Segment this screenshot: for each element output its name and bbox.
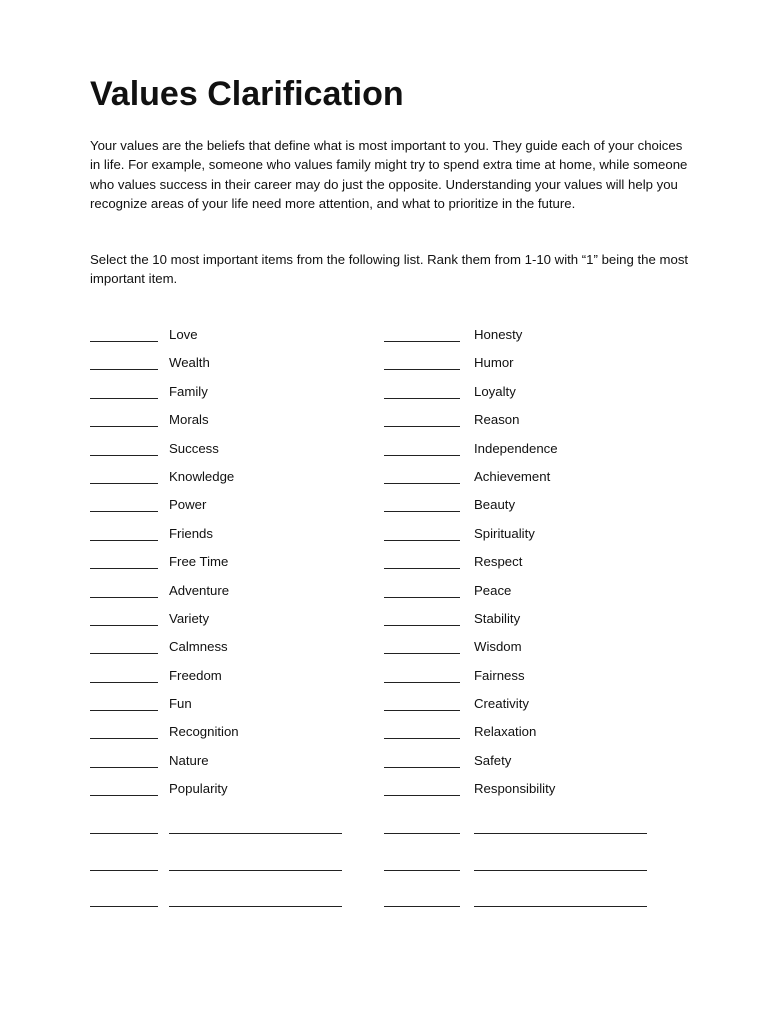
value-row [90, 667, 222, 695]
value-label: Freedom [169, 667, 222, 683]
value-label: Success [169, 440, 219, 456]
value-row [384, 667, 525, 695]
value-label: Power [169, 497, 207, 513]
rank-blank[interactable] [90, 752, 158, 768]
rank-blank[interactable] [384, 667, 460, 683]
rank-blank[interactable] [90, 354, 158, 370]
rank-blank[interactable] [90, 695, 158, 711]
value-row [384, 496, 516, 524]
rank-blank[interactable] [90, 553, 158, 569]
rank-blank[interactable] [90, 780, 158, 796]
value-label: Relaxation [474, 724, 537, 740]
value-label: Peace [474, 582, 512, 598]
value-label: Beauty [474, 497, 516, 513]
value-row [384, 752, 512, 780]
rank-blank[interactable] [90, 383, 158, 399]
rank-blank[interactable] [90, 610, 158, 626]
value-label: Creativity [474, 696, 529, 712]
value-row [90, 440, 219, 468]
page-title: Values Clarification [90, 75, 404, 113]
value-row [384, 383, 516, 411]
rank-blank[interactable] [384, 383, 460, 399]
value-row [384, 582, 512, 610]
value-row [90, 326, 198, 354]
value-row [90, 468, 235, 496]
value-row [90, 383, 208, 411]
rank-blank[interactable] [384, 553, 460, 569]
value-label: Responsibility [474, 781, 556, 797]
value-row [384, 723, 537, 751]
value-label: Fun [169, 696, 192, 712]
rank-blank[interactable] [384, 780, 460, 796]
values-list-left [90, 326, 239, 809]
value-label: Recognition [169, 724, 239, 740]
intro-paragraph: Your values are the beliefs that define what is most important to you. They guide each of your choices in life. For example, someone who values family might try to spend extra time at home, while someone who values success in their career may do just the opposite. Understanding your values will help you recognize areas of your life need more attention, and what to prioritize in the future. [90, 138, 688, 211]
custom-value-blank[interactable] [169, 818, 342, 834]
value-label: Nature [169, 752, 209, 768]
value-label: Free Time [169, 554, 229, 570]
rank-blank[interactable] [384, 752, 460, 768]
value-label: Independence [474, 440, 558, 456]
rank-blank[interactable] [384, 440, 460, 456]
value-row [384, 638, 522, 666]
rank-blank[interactable] [90, 411, 158, 427]
value-row [90, 752, 209, 780]
rank-blank[interactable] [90, 723, 158, 739]
value-row [90, 582, 230, 610]
value-label: Stability [474, 610, 521, 626]
value-row [90, 411, 209, 439]
value-row [90, 525, 213, 553]
value-label: Humor [474, 355, 514, 371]
value-label: Spirituality [474, 525, 535, 541]
rank-blank[interactable] [384, 525, 460, 541]
rank-blank[interactable] [384, 354, 460, 370]
value-label: Friends [169, 525, 213, 541]
value-row [384, 440, 558, 468]
rank-blank[interactable] [90, 891, 158, 907]
rank-blank[interactable] [384, 582, 460, 598]
rank-blank[interactable] [384, 818, 460, 834]
custom-value-blank[interactable] [474, 855, 647, 871]
value-label: Wisdom [474, 639, 522, 655]
value-row [384, 354, 514, 382]
rank-blank[interactable] [90, 818, 158, 834]
rank-blank[interactable] [90, 468, 158, 484]
rank-blank[interactable] [384, 468, 460, 484]
instruction-paragraph: Select the 10 most important items from the following list. Rank them from 1-10 with “1” being the most important item. [90, 252, 689, 287]
rank-blank[interactable] [90, 638, 158, 654]
value-row [90, 553, 229, 581]
custom-value-blank[interactable] [169, 855, 342, 871]
rank-blank[interactable] [384, 326, 460, 342]
rank-blank[interactable] [384, 891, 460, 907]
value-row [90, 723, 239, 751]
value-label: Morals [169, 412, 209, 428]
value-label: Family [169, 383, 208, 399]
value-label: Variety [169, 610, 210, 626]
value-label: Loyalty [474, 383, 516, 399]
value-row [90, 354, 210, 382]
value-label: Popularity [169, 781, 228, 797]
value-row [90, 638, 228, 666]
rank-blank[interactable] [90, 440, 158, 456]
custom-value-blank[interactable] [474, 891, 647, 907]
values-list-right [384, 326, 558, 809]
rank-blank[interactable] [384, 610, 460, 626]
rank-blank[interactable] [384, 496, 460, 512]
value-label: Reason [474, 412, 520, 428]
rank-blank[interactable] [384, 695, 460, 711]
value-row [384, 610, 521, 638]
value-row [90, 610, 210, 638]
value-row [90, 695, 192, 723]
rank-blank[interactable] [384, 855, 460, 871]
rank-blank[interactable] [90, 326, 158, 342]
value-row [384, 468, 551, 496]
value-row [384, 553, 523, 581]
rank-blank[interactable] [90, 855, 158, 871]
value-label: Fairness [474, 667, 525, 683]
rank-blank[interactable] [384, 638, 460, 654]
value-label: Wealth [169, 355, 210, 371]
rank-blank[interactable] [384, 723, 460, 739]
value-row [384, 411, 520, 439]
value-label: Achievement [474, 468, 551, 484]
rank-blank[interactable] [384, 411, 460, 427]
value-row [384, 695, 529, 723]
custom-value-blank[interactable] [169, 891, 342, 907]
value-label: Love [169, 327, 198, 342]
value-row [384, 525, 535, 553]
value-label: Adventure [169, 582, 230, 598]
value-label: Safety [474, 752, 512, 768]
value-label: Honesty [474, 327, 523, 342]
value-label: Calmness [169, 639, 228, 655]
value-row [90, 496, 207, 524]
value-row [384, 326, 523, 354]
rank-blank[interactable] [90, 525, 158, 541]
value-label: Respect [474, 554, 523, 570]
value-label: Knowledge [169, 468, 235, 484]
custom-value-blank[interactable] [474, 818, 647, 834]
value-row [90, 780, 228, 808]
rank-blank[interactable] [90, 667, 158, 683]
rank-blank[interactable] [90, 496, 158, 512]
value-row [384, 780, 556, 808]
rank-blank[interactable] [90, 582, 158, 598]
